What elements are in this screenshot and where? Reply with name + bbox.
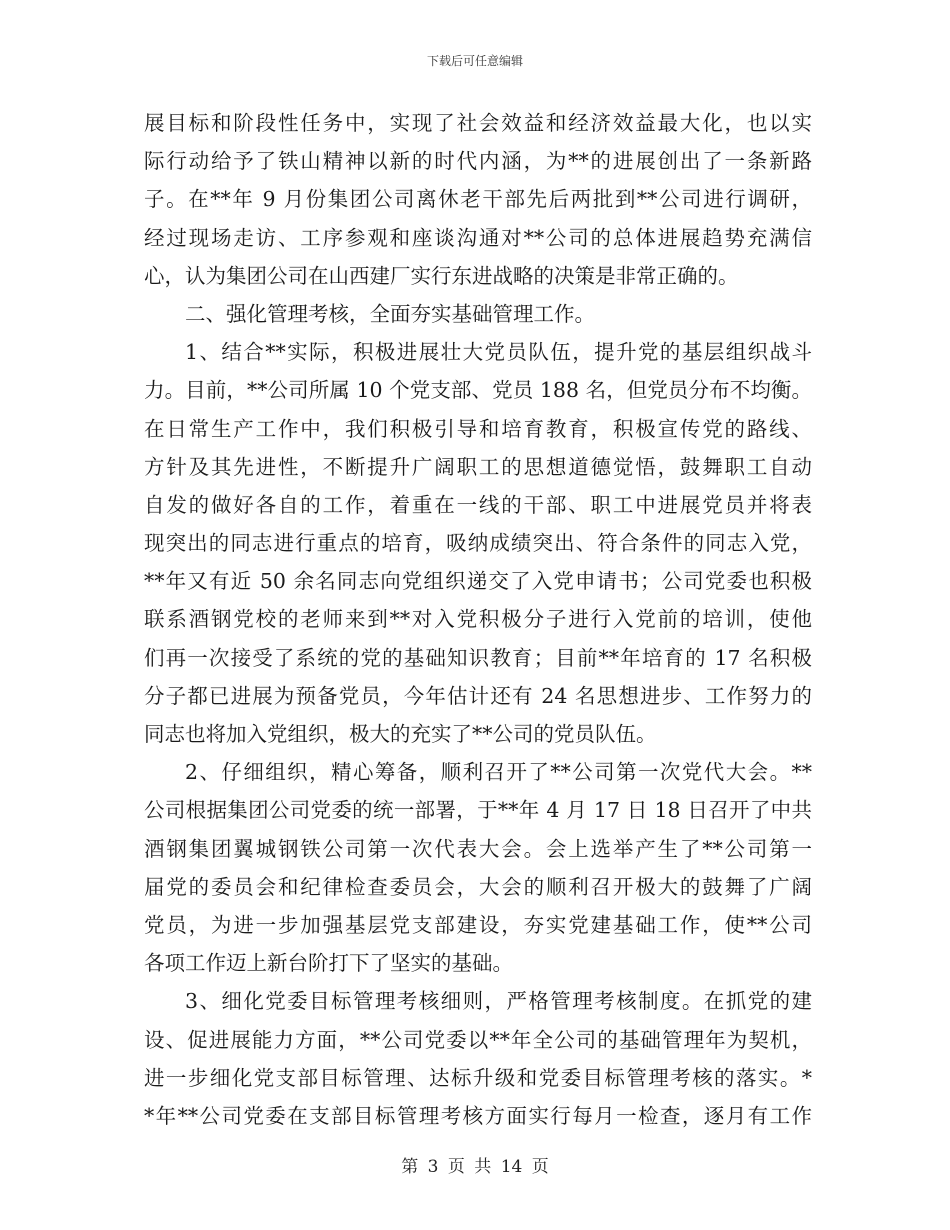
text-line: 们再一次接受了系统的党的基础知识教育；目前**年培育的 17 名积极 <box>144 645 812 670</box>
text-line: 力。目前，**公司所属 10 个党支部、党员 188 名，但党员分布不均衡。 <box>144 378 812 403</box>
text-line: 进一步细化党支部目标管理、达标升级和党委目标管理考核的落实。* <box>144 1065 812 1090</box>
text-line: 际行动给予了铁山精神以新的时代内涵，为**的进展创出了一条新路 <box>144 149 812 174</box>
page-header: 下载后可任意编辑 <box>426 54 523 68</box>
text-line: 公司根据集团公司党委的统一部署，于**年 4 月 17 日 18 日召开了中共 <box>144 798 812 823</box>
text-line: 联系酒钢党校的老师来到**对入党积极分子进行入党前的培训，使他 <box>144 607 812 632</box>
page-number-footer: 第 3 页 共 14 页 <box>401 1157 549 1177</box>
text-line: 同志也将加入党组织，极大的充实了**公司的党员队伍。 <box>144 722 657 746</box>
text-line: 经过现场走访、工序参观和座谈沟通对**公司的总体进展趋势充满信 <box>144 225 812 250</box>
text-line: 设、促进展能力方面，**公司党委以**年全公司的基础管理年为契机， <box>144 1027 812 1052</box>
section-heading: 二、强化管理考核，全面夯实基础管理工作。 <box>185 301 595 326</box>
text-line: 党员，为进一步加强基层党支部建设，夯实党建基础工作，使**公司 <box>144 912 812 937</box>
text-line: 届党的委员会和纪律检查委员会，大会的顺利召开极大的鼓舞了广阔 <box>144 874 812 899</box>
text-line: *年**公司党委在支部目标管理考核方面实行每月一检查，逐月有工作 <box>144 1103 812 1128</box>
paragraph-start-line: 3、细化党委目标管理考核细则，严格管理考核制度。在抓党的建 <box>185 989 812 1014</box>
text-line: 展目标和阶段性任务中，实现了社会效益和经济效益最大化，也以实 <box>144 111 812 135</box>
text-line: 分子都已进展为预备党员，今年估计还有 24 名思想进步、工作努力的 <box>144 683 812 708</box>
document-body <box>144 104 812 1135</box>
text-line: 现突出的同志进行重点的培育，吸纳成绩突出、符合条件的同志入党， <box>144 531 812 556</box>
text-line: 子。在**年 9 月份集团公司离休老干部先后两批到**公司进行调研， <box>144 187 812 212</box>
text-line: 方针及其先进性，不断提升广阔职工的思想道德觉悟，鼓舞职工自动 <box>144 454 812 479</box>
text-line: 自发的做好各自的工作，着重在一线的干部、职工中进展党员并将表 <box>144 492 812 517</box>
text-line: 在日常生产工作中，我们积极引导和培育教育，积极宣传党的路线、 <box>144 416 812 441</box>
text-line: 各项工作迈上新台阶打下了坚实的基础。 <box>144 951 513 976</box>
text-line: 心，认为集团公司在山西建厂实行东进战略的决策是非常正确的。 <box>144 263 739 288</box>
paragraph-start-line: 1、结合**实际，积极进展壮大党员队伍，提升党的基层组织战斗 <box>185 340 812 365</box>
paragraph-start-line: 2、仔细组织，精心筹备，顺利召开了**公司第一次党代大会。** <box>185 760 812 785</box>
text-line: **年又有近 50 余名同志向党组织递交了入党申请书；公司党委也积极 <box>144 569 812 594</box>
text-line: 酒钢集团翼城钢铁公司第一次代表大会。会上选举产生了**公司第一 <box>144 836 812 861</box>
